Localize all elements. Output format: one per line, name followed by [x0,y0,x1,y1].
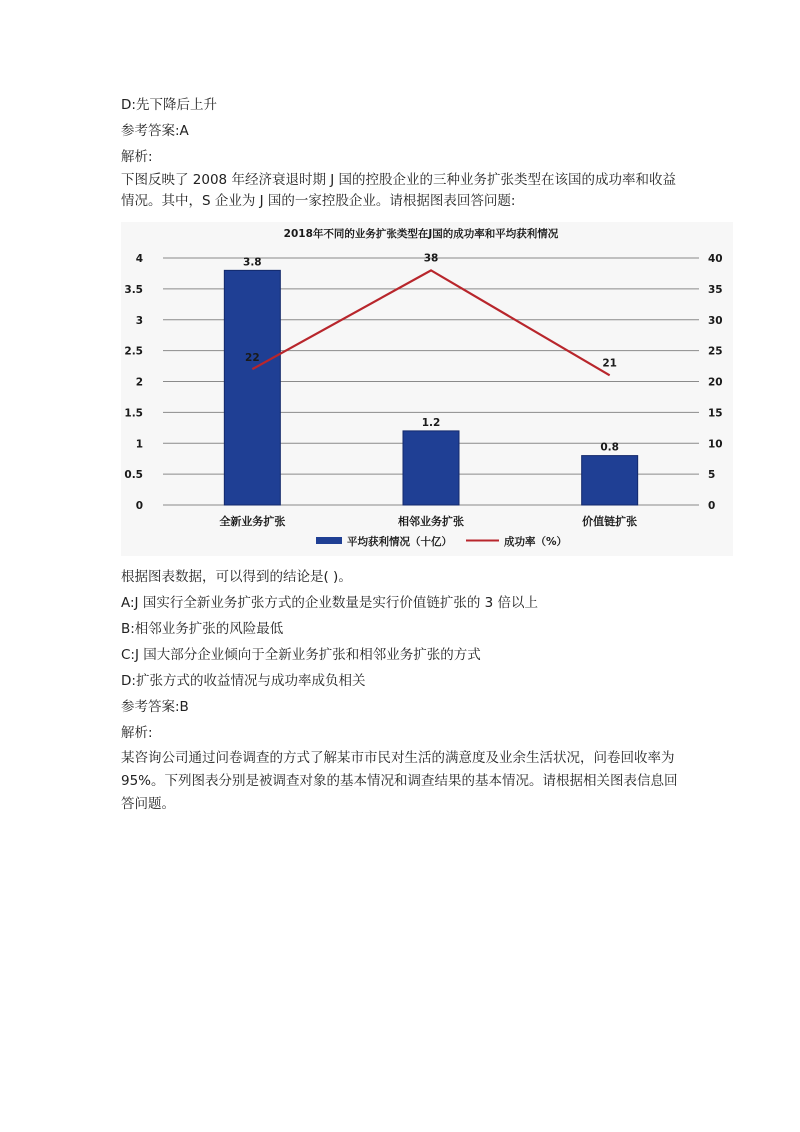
right-axis-tick-label: 20 [708,376,723,389]
left-axis-tick-label: 3.5 [124,283,143,296]
bar [403,431,459,505]
bar [224,270,280,505]
option-c: C:J 国大部分企业倾向于全新业务扩张和相邻业务扩张的方式 [121,647,481,663]
legend-bar-label: 平均获利情况（十亿） [347,536,452,548]
line-value-label: 21 [602,357,617,370]
chart-figure [121,222,733,556]
bar-value-label: 1.2 [421,416,441,429]
left-axis-tick-label: 2 [135,376,143,389]
option-b: B:相邻业务扩张的风险最低 [121,621,284,637]
left-axis-tick-label: 4 [135,253,143,265]
option-a: A:J 国实行全新业务扩张方式的企业数量是实行价值链扩张的 3 倍以上 [121,595,538,611]
right-axis-tick-label: 15 [708,407,723,420]
question-intro: 下图反映了 2008 年经济衰退时期 J 国的控股企业的三种业务扩张类型在该国的成功率和收益情况。其中，S 企业为 J 国的一家控股企业。请根据图表回答问题: [121,172,677,209]
bar-value-label: 3.8 [243,256,262,269]
analysis-label-1: 解析: [121,149,153,165]
chart-title: 2018年不同的业务扩张类型在J国的成功率和平均获利情况 [283,228,559,240]
category-label: 全新业务扩张 [219,515,286,528]
left-axis-tick-label: 2.5 [124,345,143,358]
option-d-previous: D:先下降后上升 [121,97,217,113]
category-label: 价值链扩张 [582,515,638,528]
bar-value-label: 0.8 [600,441,619,454]
answer-line-1: 参考答案:A [121,123,189,139]
right-axis-tick-label: 0 [708,500,716,512]
chart [121,222,733,556]
question-stem: 根据图表数据，可以得到的结论是( )。 [121,569,352,585]
document-content [121,92,723,816]
bar [582,456,638,505]
option-d: D:扩张方式的收益情况与成功率成负相关 [121,673,366,689]
next-question-intro: 某咨询公司通过问卷调查的方式了解某市市民对生活的满意度及业余生活状况，问卷回收率为 95%。下列图表分别是被调查对象的基本情况和调查结果的基本情况。请根据相关图表信息回答问题。 [121,750,678,812]
left-axis-tick-label: 3 [135,314,143,327]
line-value-label: 38 [423,252,439,265]
legend-bar-swatch [316,537,342,544]
right-axis-tick-label: 35 [708,283,723,296]
line-value-label: 22 [245,352,260,365]
category-label: 相邻业务扩张 [398,515,464,528]
right-axis-tick-label: 25 [708,345,723,358]
right-axis-tick-label: 10 [708,438,723,451]
left-axis-tick-label: 1.5 [124,407,143,420]
right-axis-tick-label: 30 [708,314,723,327]
right-axis-tick-label: 5 [708,469,716,482]
analysis-label-2: 解析: [121,725,153,741]
answer-line-2: 参考答案:B [121,699,189,715]
left-axis-tick-label: 1 [135,438,143,451]
right-axis-tick-label: 40 [708,253,723,265]
left-axis-tick-label: 0.5 [124,469,143,482]
left-axis-tick-label: 0 [135,500,143,512]
legend-line-label: 成功率（%） [504,536,568,548]
